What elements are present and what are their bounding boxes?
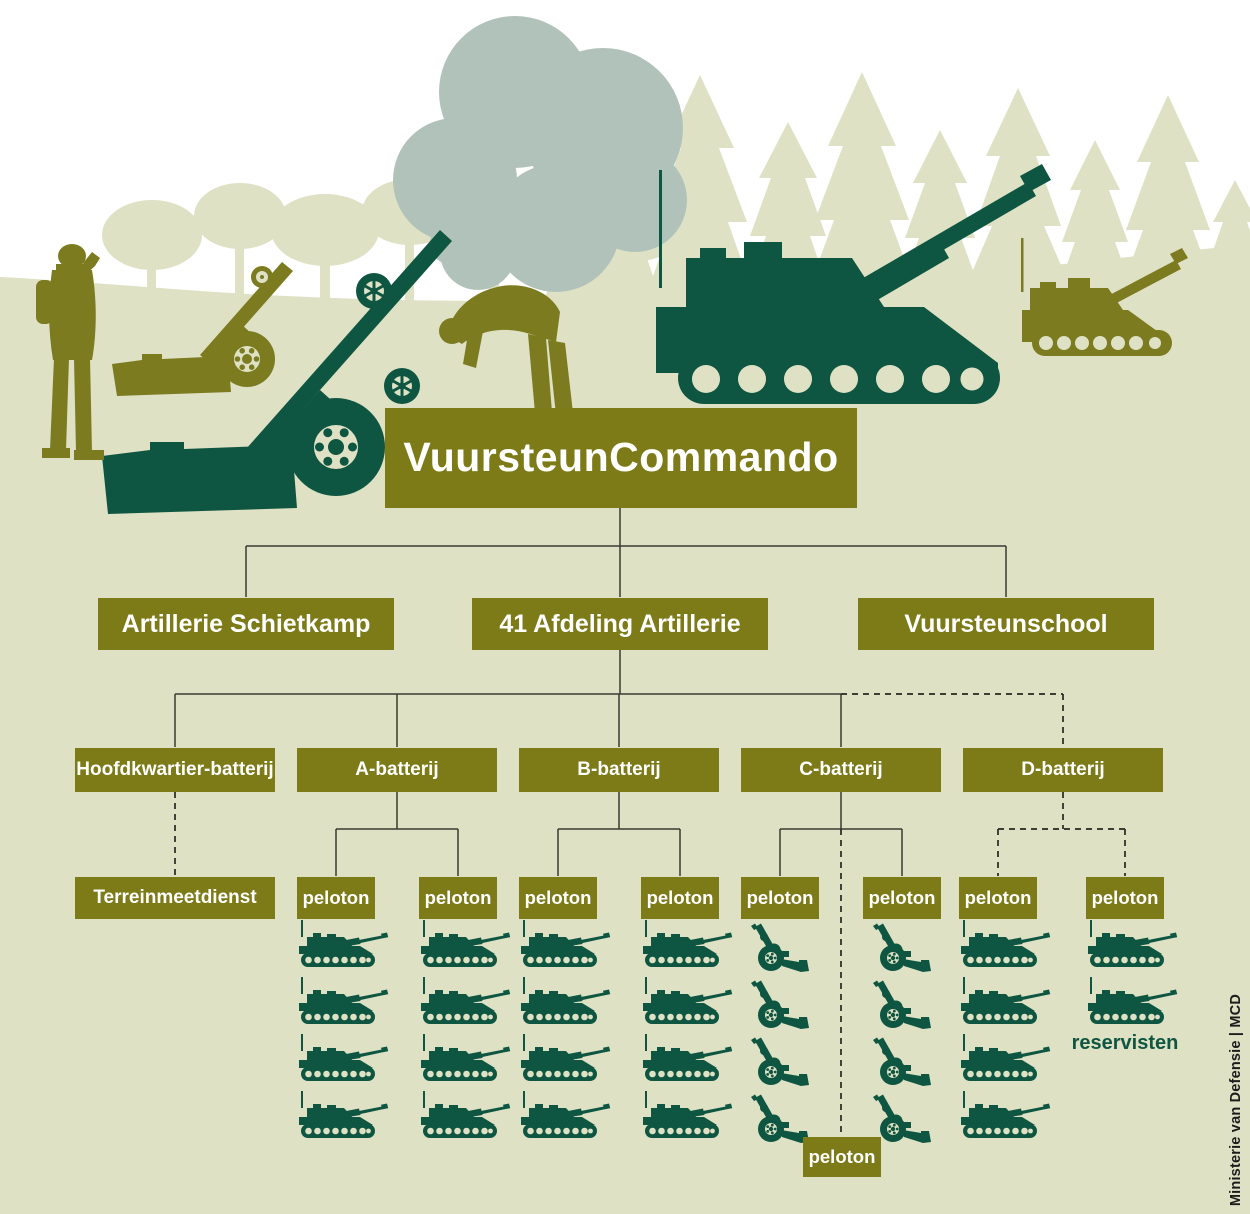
towed-howitzer-icon (863, 977, 933, 1034)
title-banner: VuursteunCommando (385, 408, 857, 508)
battery-box-b: B-batterij (519, 748, 719, 792)
pzh2000-tank-icon (641, 1034, 733, 1091)
towed-howitzer-icon (741, 977, 811, 1034)
pzh2000-tank-icon (519, 977, 611, 1034)
vehicle-column-c2 (863, 920, 933, 1148)
pzh2000-tank-icon (297, 977, 389, 1034)
unit-box-41-afdeling-artillerie: 41 Afdeling Artillerie (472, 598, 768, 650)
vehicle-column-d2 (1086, 920, 1178, 1034)
credit-text: Ministerie van Defensie | MCD (1228, 993, 1244, 1206)
vehicle-column-c1 (741, 920, 811, 1148)
pzh2000-tank-icon (959, 920, 1051, 977)
pzh2000-tank-icon (419, 920, 511, 977)
pzh2000-tank-icon (1086, 920, 1178, 977)
peloton-box-a2: peloton (419, 877, 497, 919)
battery-box-c: C-batterij (741, 748, 941, 792)
peloton-box-c2: peloton (863, 877, 941, 919)
pzh2000-tank-icon (519, 920, 611, 977)
unit-box-vuursteunschool: Vuursteunschool (858, 598, 1154, 650)
towed-howitzer-icon (741, 920, 811, 977)
pzh2000-tank-icon (959, 1091, 1051, 1148)
pzh2000-tank-icon (641, 1091, 733, 1148)
connector-lines-solid (175, 508, 1006, 876)
pzh2000-tank-icon (1086, 977, 1178, 1034)
reservisten-label: reservisten (1071, 1032, 1179, 1054)
vehicle-column-b1 (519, 920, 611, 1148)
vehicle-column-a1 (297, 920, 389, 1148)
pzh2000-tank-icon (297, 920, 389, 977)
towed-howitzer-icon (741, 1034, 811, 1091)
peloton-box-b1: peloton (519, 877, 597, 919)
unit-box-terreinmeetdienst: Terreinmeetdienst (75, 877, 275, 919)
pzh2000-tank-icon (297, 1034, 389, 1091)
vehicle-column-b2 (641, 920, 733, 1148)
towed-howitzer-icon (863, 1034, 933, 1091)
pzh2000-tank-icon (419, 977, 511, 1034)
pzh2000-tank-icon (641, 977, 733, 1034)
peloton-box-d2: peloton (1086, 877, 1164, 919)
unit-box-artillerie-schietkamp: Artillerie Schietkamp (98, 598, 394, 650)
battery-box-hoofdkwartier: Hoofdkwartier-batterij (75, 748, 275, 792)
pzh2000-tank-icon (419, 1091, 511, 1148)
pzh2000-tank-icon (419, 1034, 511, 1091)
pzh2000-tank-icon (297, 1091, 389, 1148)
towed-howitzer-icon (863, 920, 933, 977)
towed-howitzer-icon (741, 1091, 811, 1148)
battery-box-a: A-batterij (297, 748, 497, 792)
peloton-box-c1: peloton (741, 877, 819, 919)
pzh2000-tank-icon (959, 1034, 1051, 1091)
vehicle-column-a2 (419, 920, 511, 1148)
peloton-box-c-extra: peloton (803, 1137, 881, 1177)
peloton-box-b2: peloton (641, 877, 719, 919)
pzh2000-tank-icon (519, 1034, 611, 1091)
pzh2000-tank-icon (519, 1091, 611, 1148)
battery-box-d: D-batterij (963, 748, 1163, 792)
vehicle-column-d1 (959, 920, 1051, 1148)
pzh2000-tank-icon (641, 920, 733, 977)
pzh2000-tank-icon (959, 977, 1051, 1034)
peloton-box-a1: peloton (297, 877, 375, 919)
peloton-box-d1: peloton (959, 877, 1037, 919)
